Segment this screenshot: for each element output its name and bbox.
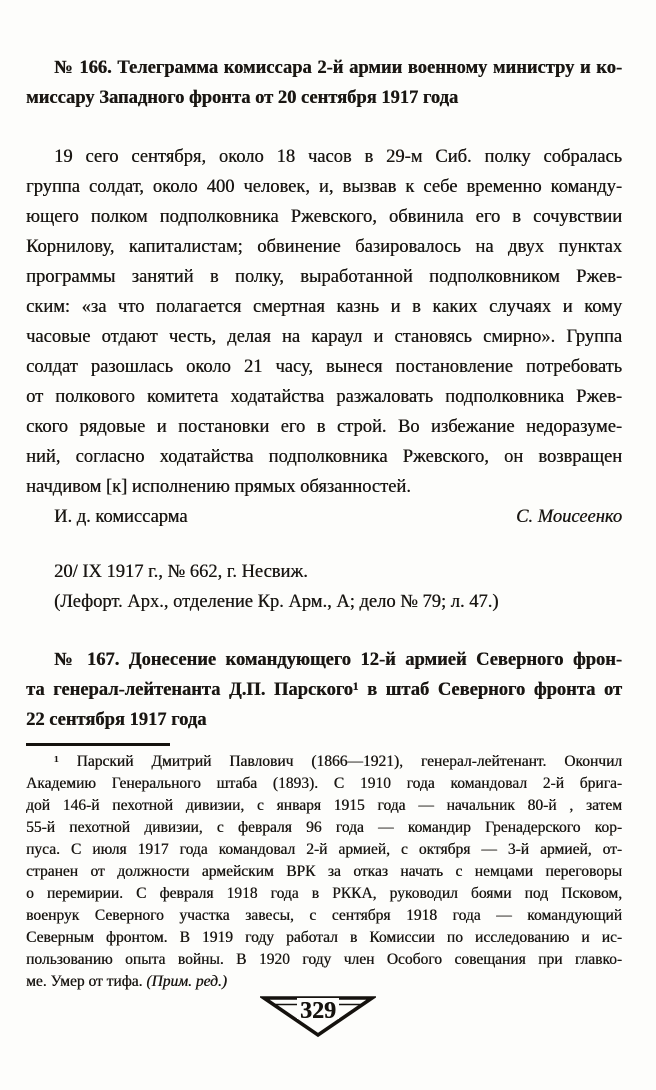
text-line: 20/ IX 1917 г., № 662, г. Несвиж. [54,562,308,582]
text-line: 19 сего сентября, около 18 часов в 29-м Сиб. полку собралась [54,147,622,167]
footnote-line: ¹ Парский Дмитрий Павлович (1866—1921), генерал-лейтенант. Окончил [54,753,622,770]
text-line: ний, согласно ходатайства подполковника Ржевского, он возвращен [26,447,622,467]
telegram-body [26,142,622,502]
text-line: программы занятий в полку, выработанной подполковником Ржев- [26,267,622,287]
footnote-line: военрук Северного участка завесы, с сентября 1918 года — командующий [26,907,622,924]
text-line: начдивом [к] исполнению прямых обязанностей. [26,477,411,497]
signature-line [26,502,622,532]
source-reference [26,557,622,617]
footnote-line: дой 146-й пехотной дивизии, с января 1915 года — начальник 80-й , затем [26,797,622,814]
footnote-line: о перемирии. С февраля 1918 года в РККА, руководил боями под Псковом, [26,885,622,902]
page-number-ornament [260,994,376,1040]
footnote-line: 55-й пехотной дивизии, с февраля 96 года — командир Гренадерского кор- [26,819,622,836]
text-line: солдат разошлась около 21 часу, вынеся постановление потребовать [26,357,622,377]
footnote-line: странен от должности армейским ВРК за отказ начать с немцами переговоры [26,863,622,880]
text-line: группа солдат, около 400 человек, и, вызвав к себе временно команду- [26,177,622,197]
text-line: ского рядовые и постановки его в строй. Во избежание недоразуме- [26,417,622,437]
document-167-heading [26,645,622,735]
document-166-heading [26,53,622,113]
footnote-line [26,971,622,993]
signer-role: И. д. комиссарма [54,507,188,527]
text-line: ским: «за что полагается смертная казнь и в каких случаях и кому [26,297,622,317]
text-line: (Лефорт. Арх., отделение Кр. Арм., А; дело № 79; л. 47.) [54,592,499,612]
footnote-line: пуса. С июля 1917 года командовал 2-й армией, с октября — 3-й армией, от- [26,841,622,858]
page-number: 329 [300,998,336,1024]
footnote-rule [26,743,170,746]
footnote-line: пользованию опыта войны. В 1920 году член Особого совещания при главко- [26,951,622,968]
footnote [26,751,622,993]
heading-line: 22 сентября 1917 года [26,710,207,730]
heading-line: миссару Западного фронта от 20 сентября 1917 года [26,88,459,108]
text-line: Корнилову, капиталистам; обвинение базировалось на двух пунктах [26,237,622,257]
footnote-line: Северным фронтом. В 1919 году работал в Комиссии по исследованию и ис- [26,929,622,946]
heading-line: № 166. Телеграмма комиссара 2-й армии военному министру и ко- [54,58,622,78]
text-line: ющего полком подполковника Ржевского, обвинила его в сочувствии [26,207,622,227]
text-line: от полкового комитета ходатайства разжаловать подполковника Ржев- [26,387,622,407]
triangle-ornament-icon [260,994,376,1040]
footnote-line: Академию Генерального штаба (1893). С 1910 года командовал 2-й брига- [26,775,622,792]
text-line: часовые отдают честь, делая на караул и становясь смирно». Группа [26,327,622,347]
signer-name: С. Моисеенко [515,507,622,527]
editor-note: (Прим. ред.) [146,973,227,990]
footnote-text: ме. Умер от тифа. [26,973,147,990]
heading-line: та генерал-лейтенанта Д.П. Парского¹ в штаб Северного фронта от [26,680,622,700]
heading-line: № 167. Донесение командующего 12-й армией Северного фрон- [54,650,622,670]
